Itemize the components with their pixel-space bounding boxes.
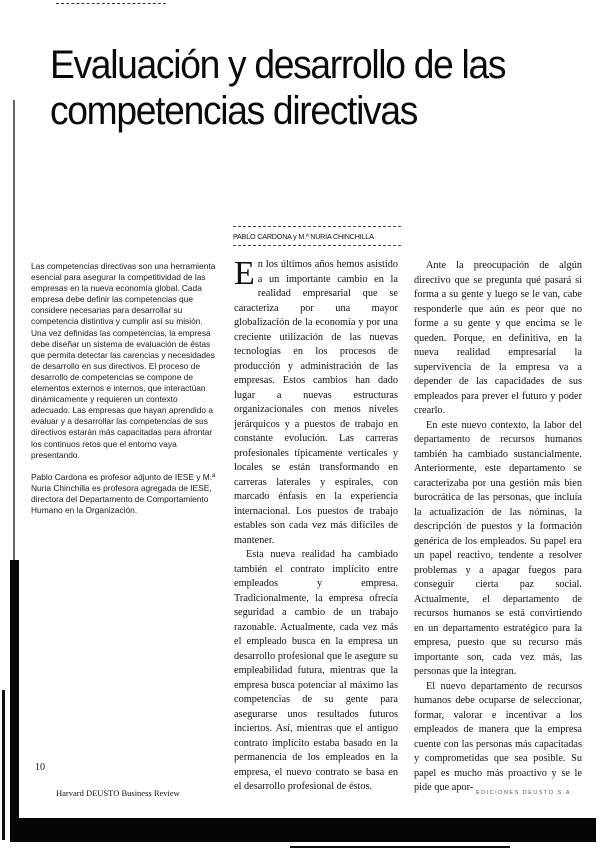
page-number: 10 — [35, 762, 45, 773]
body-paragraph: En los últimos años hemos asistido a un importante cambio en la realidad empresarial que se caracteriza por una mayor globalización de la economía y por una creciente utilización de las nuevas tecnologías en los procesos de producción y administración de las empresas. Estos cambios han dado lugar a nuevas estructuras organizacionales con menos niveles jerárquicos y a puestos de trabajo en constante evolución. Las carreras profesionales típicamente verticales y locales se están transformando en carreras laterales y espirales, con marcado énfasis en la experiencia internacional. Los puestos de trabajo estables son cada vez más difíciles de mantener. — [234, 255, 398, 546]
scan-edge-bar-thin — [2, 690, 5, 840]
article-summary: Las competencias directivas son una herramienta esencial para asegurar la competitividad de las empresas en la nueva economía global. Cada empresa debe definir las competencias que considere necesarias para desarrollar su competencia distintiva y cumplir así su misión. Una vez definidas las competencias, la empresa debe diseñar un sistema de evaluación de éstas que permita detectar las carencias y necesidades de desarrollo en sus directivos. El proceso de desarrollo de competencias se compone de elementos externos e internos, que interactúan dinámicamente y requieren un contexto adecuado. Las empresas que hayan aprendido a evaluar y a desarrollar las competencias de sus directivos estarán más capacitadas para afrontar los continuos retos que el entorno vaya presentando. — [31, 261, 216, 460]
body-paragraph: El nuevo departamento de recursos humanos debe ocuparse de seleccionar, formar, valorar e incentivar a los empleados de manera que la empresa cuente con las personas más capacitadas y comprometidas que sea posible. Su papel es mucho más proactivo y se le pide que apor- — [414, 680, 582, 793]
body-paragraph: Esta nueva realidad ha cambiado también el contrato implícito entre empleados y empresa. Tradicionalmente, la empresa ofrecía seguridad a cambio de un trabajo razonable. Actualmente, cada vez más el empleado busca en la empresa un desarrollo profesional que le asegure su empleabilidad futura, mientras que la empresa busca potenciar al máximo las competencias de su gente para asegurarse unos resultados futuros inciertos. Así, mientras que el antiguo contrato implícito estaba basado en la permanencia de los empleados en la empresa, el nuevo contrato se basa en el desarrollo profesional de éstos. — [234, 549, 398, 792]
drop-cap: E — [234, 255, 255, 292]
byline-block — [233, 226, 401, 246]
body-column-1 — [234, 255, 398, 795]
author-note: Pablo Cardona es profesor adjunto de IESE y M.ª Nuria Chinchilla es profesora agregada de IESE, directora del Departamento de Comportamiento Humano en la Organización. — [31, 471, 216, 515]
scan-bottom-bar — [10, 818, 596, 842]
byline-rule-bottom — [233, 245, 401, 246]
footer-publication: Harvard DEUSTO Business Review — [56, 788, 180, 798]
scan-edge-bar — [10, 560, 19, 842]
article-summary-column — [31, 261, 219, 527]
body-paragraph: Ante la preocupación de algún directivo que se pregunta qué pasará si forma a su gente y luego se le van, cabe responderle que aún es peor que no forme a su gente y que encima se le queden. Porque, en definitiva, en la nueva realidad empresarial la supervivencia de la empresa va a depender de las capacidades de sus empleados para prever el futuro y poder crearlo. — [414, 260, 582, 416]
scan-bottom-line — [290, 846, 510, 848]
body-paragraph: En este nuevo contexto, la labor del departamento de recursos humanos también ha cambiado sustancialmente. Anteriormente, este departamento se caracterizaba por una gestión más bien burocrática de las personas, que incluía la actualización de las nóminas, la descripción de puestos y la formación genérica de los empleados. Su papel era un papel reactivo, tendente a resolver problemas y a apagar fuegos para conseguir cierta paz social. Actualmente, el departamento de recursos humanos se está convirtiendo en un departamento estratégico para la empresa, puesto que su recurso más importante son, cada vez más, las personas que la integran. — [414, 419, 582, 677]
scan-edge-line — [13, 100, 15, 560]
header-rule — [56, 3, 166, 5]
body-column-2 — [414, 259, 582, 796]
article-title: Evaluación y desarrollo de las competencias directivas — [50, 43, 506, 133]
byline: PABLO CARDONA y M.ª NURIA CHINCHILLA — [233, 232, 374, 241]
footer-publisher: EDICIONES DEUSTO S.A. — [476, 790, 575, 796]
